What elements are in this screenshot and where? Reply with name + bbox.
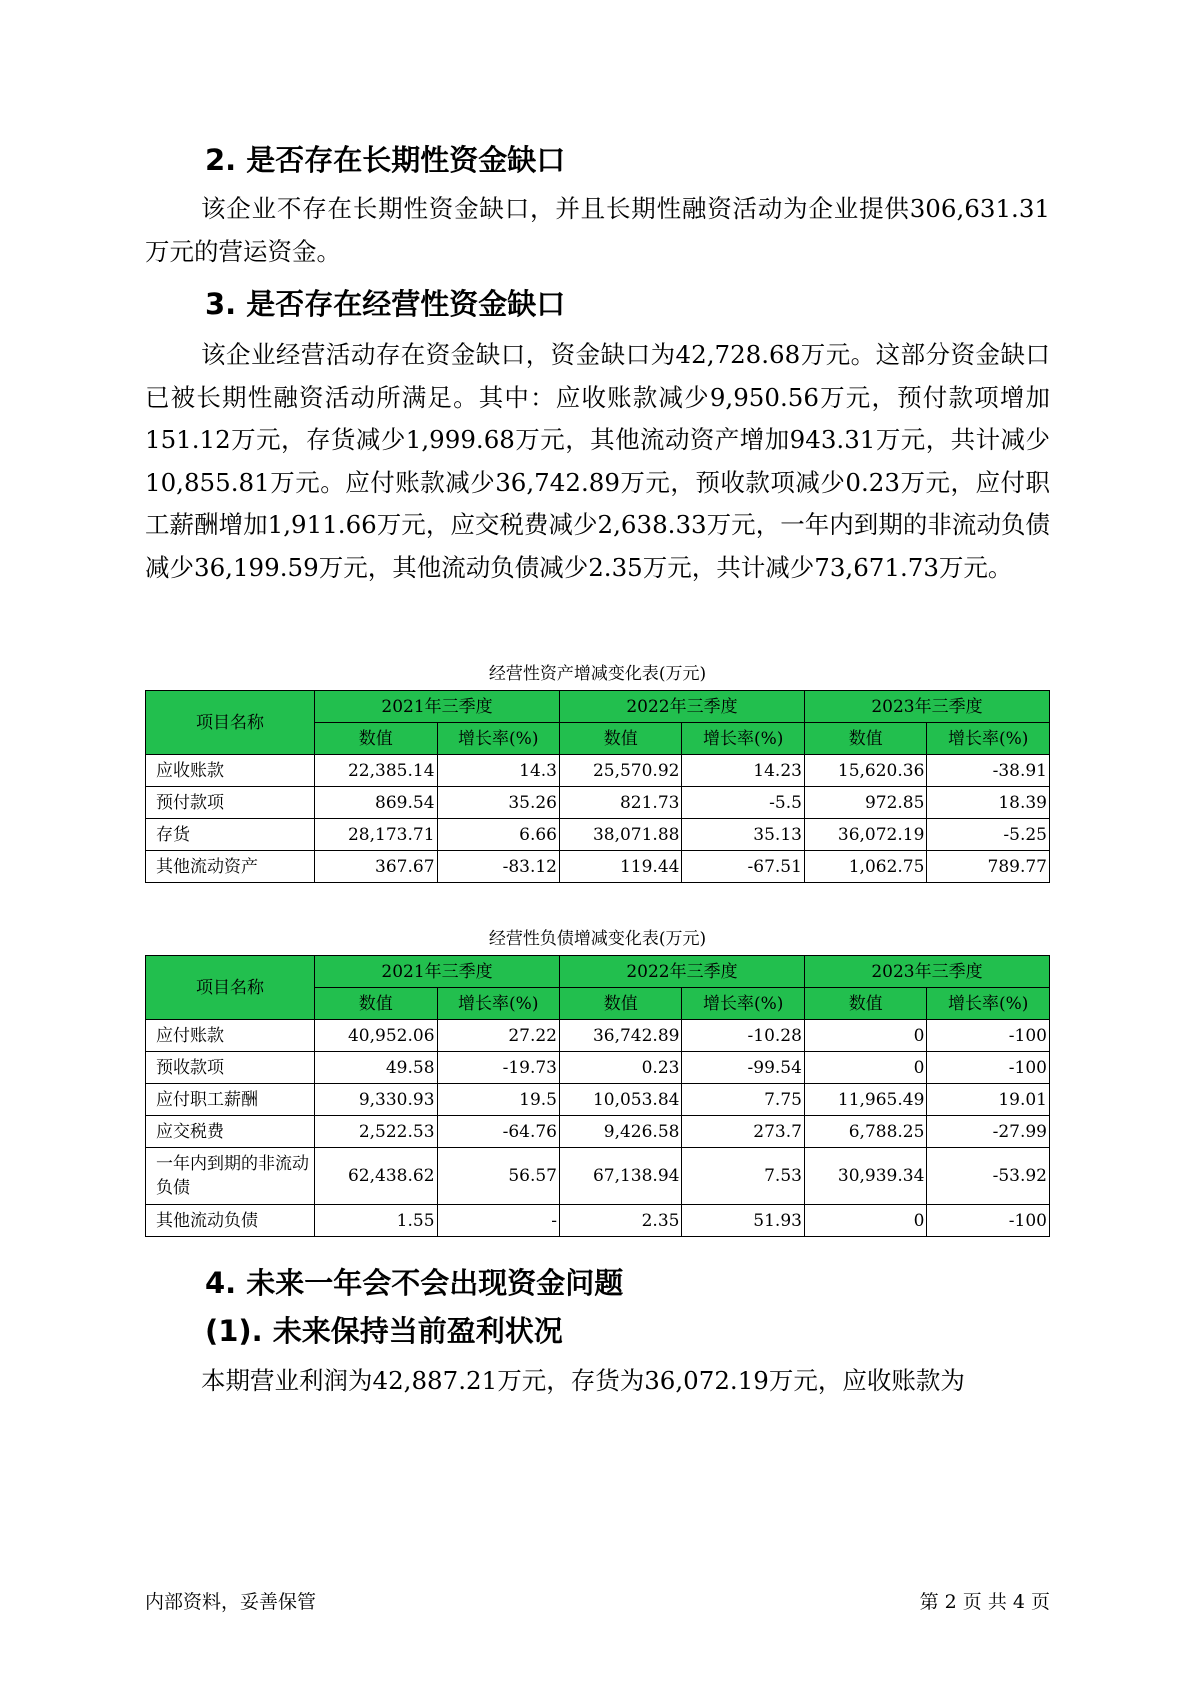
value-cell: 972.85 <box>804 787 926 819</box>
growth-rate-cell: -99.54 <box>682 1052 804 1084</box>
growth-rate-cell: 6.66 <box>437 819 559 851</box>
value-cell: 0 <box>804 1052 926 1084</box>
table-row <box>146 1052 1050 1084</box>
item-name-header: 项目名称 <box>146 956 315 1020</box>
row-item-name: 存货 <box>146 819 315 851</box>
section-3-paragraph: 该企业经营活动存在资金缺口，资金缺口为42,728.68万元。这部分资金缺口已被长期性融资活动所满足。其中：应收账款减少9,950.56万元，预付款项增加151.12万元，存货减少1,999.68万元，其他流动资产增加943.31万元，共计减少10,855.81万元。应付账款减少36,742.89万元，预收款项减少0.23万元，应付职工薪酬增加1,911.66万元，应交税费减少2,638.33万元，一年内到期的非流动负债减少36,199.59万元，其他流动负债减少2.35万元，共计减少73,671.73万元。 <box>145 340 1050 582</box>
row-item-name: 一年内到期的非流动负债 <box>146 1148 315 1205</box>
growth-rate-cell: -5.5 <box>682 787 804 819</box>
value-cell: 6,788.25 <box>804 1116 926 1148</box>
growth-rate-cell: -38.91 <box>927 755 1050 787</box>
growth-rate-cell: 19.01 <box>927 1084 1050 1116</box>
row-item-name: 其他流动资产 <box>146 851 315 883</box>
row-item-name: 应交税费 <box>146 1116 315 1148</box>
period-header: 2022年三季度 <box>560 691 805 723</box>
value-header: 数值 <box>315 988 437 1020</box>
table-row <box>146 787 1050 819</box>
growth-rate-header: 增长率(%) <box>682 988 804 1020</box>
growth-rate-cell: -100 <box>927 1020 1050 1052</box>
value-cell: 367.67 <box>315 851 437 883</box>
period-header: 2021年三季度 <box>315 956 560 988</box>
growth-rate-cell: 56.57 <box>437 1148 559 1205</box>
period-header: 2023年三季度 <box>804 956 1049 988</box>
table-row <box>146 755 1050 787</box>
assets-table-caption: 经营性资产增减变化表(万元) <box>488 664 707 684</box>
row-item-name: 预付款项 <box>146 787 315 819</box>
growth-rate-cell: 27.22 <box>437 1020 559 1052</box>
growth-rate-header: 增长率(%) <box>927 988 1050 1020</box>
value-cell: 36,072.19 <box>804 819 926 851</box>
value-cell: 1,062.75 <box>804 851 926 883</box>
period-header: 2023年三季度 <box>804 691 1049 723</box>
table-row <box>146 1116 1050 1148</box>
value-cell: 2,522.53 <box>315 1116 437 1148</box>
section-2-heading: 2. 是否存在长期性资金缺口 <box>205 143 566 177</box>
growth-rate-header: 增长率(%) <box>437 988 559 1020</box>
value-cell: 10,053.84 <box>560 1084 682 1116</box>
table-row <box>146 851 1050 883</box>
value-header: 数值 <box>804 988 926 1020</box>
table-row <box>146 819 1050 851</box>
growth-rate-cell: 18.39 <box>927 787 1050 819</box>
value-cell: 0 <box>804 1020 926 1052</box>
growth-rate-cell: 7.75 <box>682 1084 804 1116</box>
value-header: 数值 <box>560 988 682 1020</box>
assets-change-table <box>145 690 1050 883</box>
table-row <box>146 1205 1050 1237</box>
growth-rate-cell: 7.53 <box>682 1148 804 1205</box>
value-cell: 11,965.49 <box>804 1084 926 1116</box>
growth-rate-cell: -67.51 <box>682 851 804 883</box>
growth-rate-cell: 35.13 <box>682 819 804 851</box>
value-cell: 0.23 <box>560 1052 682 1084</box>
growth-rate-cell: -64.76 <box>437 1116 559 1148</box>
section-4-paragraph: 本期营业利润为42,887.21万元，存货为36,072.19万元，应收账款为 <box>201 1366 965 1395</box>
row-item-name: 应收账款 <box>146 755 315 787</box>
footer-confidential-note: 内部资料，妥善保管 <box>145 1591 317 1613</box>
growth-rate-cell: -27.99 <box>927 1116 1050 1148</box>
value-cell: 25,570.92 <box>560 755 682 787</box>
period-header: 2022年三季度 <box>560 956 805 988</box>
liabilities-table-caption: 经营性负债增减变化表(万元) <box>488 929 707 949</box>
growth-rate-header: 增长率(%) <box>437 723 559 755</box>
value-header: 数值 <box>315 723 437 755</box>
growth-rate-cell: -83.12 <box>437 851 559 883</box>
section-3-heading: 3. 是否存在经营性资金缺口 <box>205 287 566 321</box>
value-cell: 9,330.93 <box>315 1084 437 1116</box>
value-cell: 2.35 <box>560 1205 682 1237</box>
value-cell: 40,952.06 <box>315 1020 437 1052</box>
table-row <box>146 1148 1050 1205</box>
growth-rate-cell: 273.7 <box>682 1116 804 1148</box>
value-cell: 38,071.88 <box>560 819 682 851</box>
growth-rate-header: 增长率(%) <box>682 723 804 755</box>
section-4-subheading: (1). 未来保持当前盈利状况 <box>205 1314 563 1348</box>
growth-rate-cell: 14.23 <box>682 755 804 787</box>
growth-rate-cell: -5.25 <box>927 819 1050 851</box>
growth-rate-cell: 789.77 <box>927 851 1050 883</box>
value-cell: 28,173.71 <box>315 819 437 851</box>
section-4-heading: 4. 未来一年会不会出现资金问题 <box>205 1266 624 1300</box>
liabilities-change-table <box>145 955 1050 1237</box>
growth-rate-cell: -19.73 <box>437 1052 559 1084</box>
growth-rate-cell: 35.26 <box>437 787 559 819</box>
value-cell: 62,438.62 <box>315 1148 437 1205</box>
growth-rate-cell: -100 <box>927 1052 1050 1084</box>
table-row <box>146 1020 1050 1052</box>
value-cell: 869.54 <box>315 787 437 819</box>
value-cell: 67,138.94 <box>560 1148 682 1205</box>
value-cell: 36,742.89 <box>560 1020 682 1052</box>
row-item-name: 其他流动负债 <box>146 1205 315 1237</box>
row-item-name: 应付账款 <box>146 1020 315 1052</box>
value-cell: 0 <box>804 1205 926 1237</box>
section-2-paragraph: 该企业不存在长期性资金缺口，并且长期性融资活动为企业提供306,631.31万元的营运资金。 <box>145 194 1050 266</box>
value-cell: 821.73 <box>560 787 682 819</box>
growth-rate-cell: 19.5 <box>437 1084 559 1116</box>
growth-rate-cell: 14.3 <box>437 755 559 787</box>
value-cell: 15,620.36 <box>804 755 926 787</box>
item-name-header: 项目名称 <box>146 691 315 755</box>
value-header: 数值 <box>804 723 926 755</box>
table-row <box>146 1084 1050 1116</box>
period-header: 2021年三季度 <box>315 691 560 723</box>
growth-rate-cell: -10.28 <box>682 1020 804 1052</box>
value-cell: 49.58 <box>315 1052 437 1084</box>
value-header: 数值 <box>560 723 682 755</box>
growth-rate-cell: -100 <box>927 1205 1050 1237</box>
value-cell: 119.44 <box>560 851 682 883</box>
growth-rate-cell: -53.92 <box>927 1148 1050 1205</box>
row-item-name: 应付职工薪酬 <box>146 1084 315 1116</box>
value-cell: 9,426.58 <box>560 1116 682 1148</box>
value-cell: 30,939.34 <box>804 1148 926 1205</box>
value-cell: 22,385.14 <box>315 755 437 787</box>
growth-rate-header: 增长率(%) <box>927 723 1050 755</box>
value-cell: 1.55 <box>315 1205 437 1237</box>
growth-rate-cell: - <box>437 1205 559 1237</box>
row-item-name: 预收款项 <box>146 1052 315 1084</box>
growth-rate-cell: 51.93 <box>682 1205 804 1237</box>
footer-page-number: 第 2 页 共 4 页 <box>919 1591 1050 1613</box>
